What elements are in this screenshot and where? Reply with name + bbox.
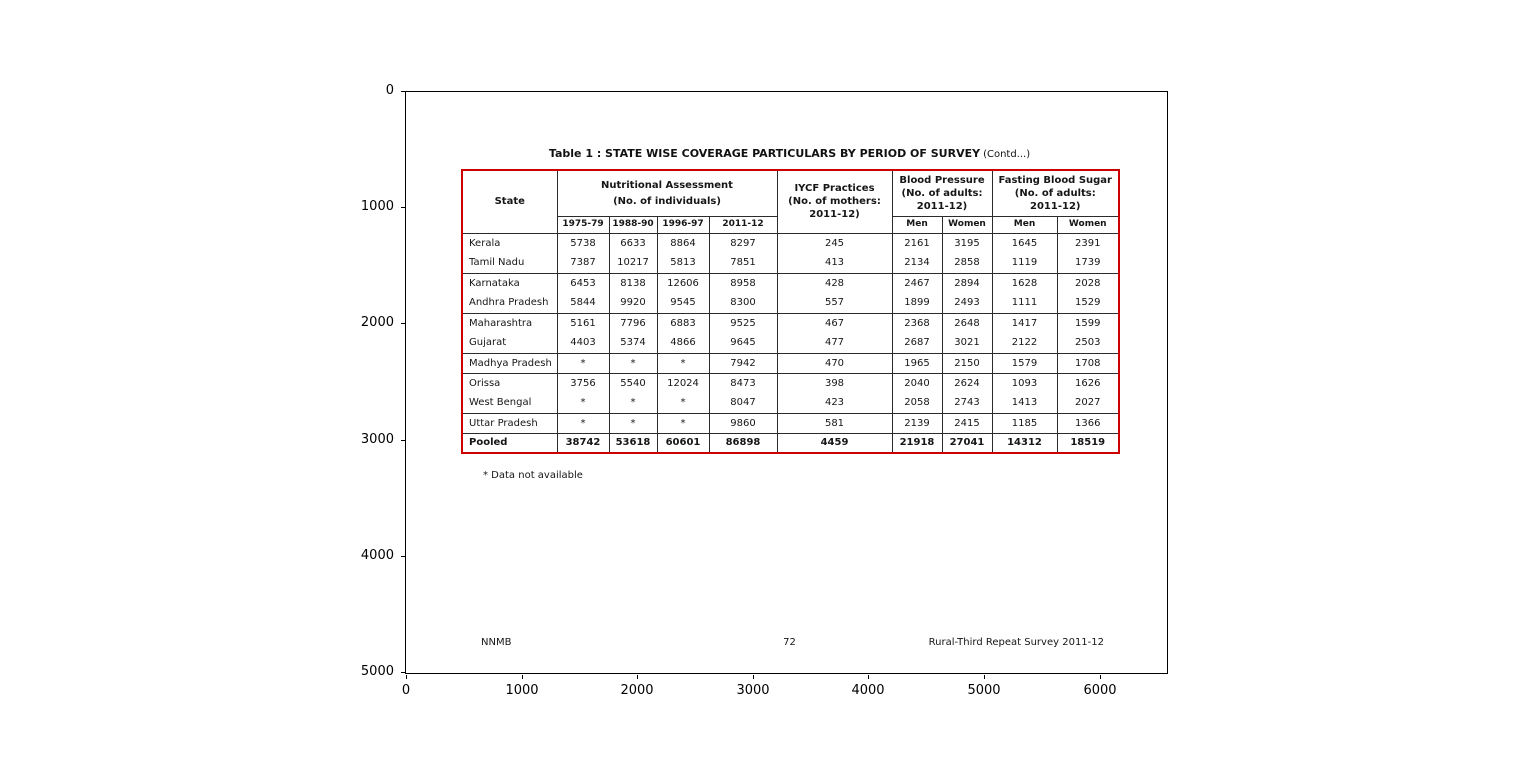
value-cell: 10217	[609, 253, 657, 273]
table-title-text: Table 1 : STATE WISE COVERAGE PARTICULARS BY PERIOD OF SURVEY	[548, 147, 981, 160]
tick-label: 1000	[360, 199, 394, 214]
value-cell: *	[657, 393, 709, 413]
state-cell: Karnataka	[462, 273, 557, 293]
tick-label: 3000	[360, 432, 394, 447]
value-cell: 3756	[557, 373, 609, 393]
state-cell: Tamil Nadu	[462, 253, 557, 273]
tick-mark	[401, 556, 405, 557]
tick-label: 0	[385, 83, 394, 98]
value-cell: 2743	[942, 393, 992, 413]
value-cell: 2503	[1057, 333, 1119, 353]
value-cell: 2028	[1057, 273, 1119, 293]
value-cell: 3195	[942, 233, 992, 253]
table-row	[462, 413, 1119, 433]
footer-page-number: 72	[783, 637, 796, 648]
table-row	[462, 293, 1119, 313]
header-line: Nutritional Assessment	[601, 179, 733, 191]
value-cell: 18519	[1057, 433, 1119, 453]
value-cell: 1645	[992, 233, 1057, 253]
value-cell: 5813	[657, 253, 709, 273]
header-group-row	[462, 170, 1119, 216]
table-row	[462, 353, 1119, 373]
plot-area	[405, 91, 1168, 674]
state-cell: Kerala	[462, 233, 557, 253]
value-cell: 1628	[992, 273, 1057, 293]
value-cell: *	[657, 413, 709, 433]
header-line: (No. of adults:	[1014, 187, 1096, 199]
tick-label: 1000	[505, 683, 539, 698]
value-cell: 2894	[942, 273, 992, 293]
value-cell: 9525	[709, 313, 777, 333]
value-cell: 7387	[557, 253, 609, 273]
value-cell: 2027	[1057, 393, 1119, 413]
header-men: Men	[992, 216, 1057, 233]
value-cell: 27041	[942, 433, 992, 453]
tick-label: 3000	[736, 683, 770, 698]
state-cell: Orissa	[462, 373, 557, 393]
value-cell: 8300	[709, 293, 777, 313]
state-cell: West Bengal	[462, 393, 557, 413]
value-cell: 86898	[709, 433, 777, 453]
value-cell: 1119	[992, 253, 1057, 273]
value-cell: 21918	[892, 433, 942, 453]
header-line: (No. of adults:	[901, 187, 983, 199]
tick-mark	[401, 323, 405, 324]
tick-mark	[753, 675, 754, 679]
document-title	[461, 147, 1118, 160]
value-cell: 245	[777, 233, 892, 253]
value-cell: 2368	[892, 313, 942, 333]
tick-mark	[406, 675, 407, 679]
table-title-contd: (Contd...)	[983, 149, 1031, 160]
value-cell: 581	[777, 413, 892, 433]
value-cell: 9545	[657, 293, 709, 313]
value-cell: 1899	[892, 293, 942, 313]
header-women: Women	[1057, 216, 1119, 233]
table-row	[462, 373, 1119, 393]
value-cell: *	[557, 393, 609, 413]
value-cell: 60601	[657, 433, 709, 453]
value-cell: 8297	[709, 233, 777, 253]
value-cell: 470	[777, 353, 892, 373]
value-cell: 2624	[942, 373, 992, 393]
value-cell: 1093	[992, 373, 1057, 393]
header-year: 1975-79	[557, 216, 609, 233]
value-cell: 6633	[609, 233, 657, 253]
footer-left: NNMB	[481, 637, 512, 648]
value-cell: 53618	[609, 433, 657, 453]
tick-label: 4000	[360, 548, 394, 563]
value-cell: *	[557, 353, 609, 373]
value-cell: 12024	[657, 373, 709, 393]
tick-mark	[868, 675, 869, 679]
header-line: (No. of mothers:	[788, 196, 881, 208]
tick-label: 4000	[851, 683, 885, 698]
value-cell: 477	[777, 333, 892, 353]
value-cell: 8958	[709, 273, 777, 293]
tick-label: 5000	[967, 683, 1001, 698]
header-year: 1988-90	[609, 216, 657, 233]
value-cell: 7851	[709, 253, 777, 273]
value-cell: *	[609, 393, 657, 413]
footer-right: Rural-Third Repeat Survey 2011-12	[928, 637, 1104, 648]
value-cell: 1185	[992, 413, 1057, 433]
value-cell: 5374	[609, 333, 657, 353]
value-cell: 5540	[609, 373, 657, 393]
tick-mark	[984, 675, 985, 679]
tick-mark	[522, 675, 523, 679]
value-cell: 5738	[557, 233, 609, 253]
value-cell: 2040	[892, 373, 942, 393]
value-cell: 1366	[1057, 413, 1119, 433]
value-cell: 4459	[777, 433, 892, 453]
value-cell: 3021	[942, 333, 992, 353]
value-cell: 4403	[557, 333, 609, 353]
value-cell: 1965	[892, 353, 942, 373]
value-cell: 423	[777, 393, 892, 413]
value-cell: 2058	[892, 393, 942, 413]
tick-label: 6000	[1083, 683, 1117, 698]
value-cell: 413	[777, 253, 892, 273]
value-cell: 428	[777, 273, 892, 293]
header-line: 2011-12)	[809, 209, 860, 221]
value-cell: 1708	[1057, 353, 1119, 373]
value-cell: 1529	[1057, 293, 1119, 313]
tick-label: 0	[401, 683, 411, 698]
value-cell: 1111	[992, 293, 1057, 313]
value-cell: 398	[777, 373, 892, 393]
value-cell: 9645	[709, 333, 777, 353]
header-iycf-practices	[777, 170, 892, 233]
header-fasting-blood-sugar	[992, 170, 1119, 216]
tick-mark	[637, 675, 638, 679]
value-cell: *	[557, 413, 609, 433]
value-cell: 7942	[709, 353, 777, 373]
header-year: 2011-12	[709, 216, 777, 233]
table-body	[462, 233, 1119, 453]
header-men: Men	[892, 216, 942, 233]
tick-label: 2000	[360, 315, 394, 330]
value-cell: 6883	[657, 313, 709, 333]
state-cell: Andhra Pradesh	[462, 293, 557, 313]
tick-mark	[401, 672, 405, 673]
value-cell: 5161	[557, 313, 609, 333]
header-line: 2011-12)	[916, 200, 968, 212]
header-state: State	[462, 170, 557, 233]
state-cell: Madhya Pradesh	[462, 353, 557, 373]
value-cell: 467	[777, 313, 892, 333]
value-cell: 2858	[942, 253, 992, 273]
value-cell: 9860	[709, 413, 777, 433]
value-cell: *	[609, 413, 657, 433]
value-cell: 2161	[892, 233, 942, 253]
value-cell: 1417	[992, 313, 1057, 333]
header-line: Fasting Blood Sugar	[998, 174, 1112, 186]
value-cell: 8047	[709, 393, 777, 413]
header-nutritional-assessment	[557, 170, 777, 216]
value-cell: 2493	[942, 293, 992, 313]
value-cell: 12606	[657, 273, 709, 293]
table-row	[462, 313, 1119, 333]
footnote: * Data not available	[483, 470, 583, 481]
value-cell: 2391	[1057, 233, 1119, 253]
header-blood-pressure	[892, 170, 992, 216]
header-line: Blood Pressure	[899, 174, 985, 186]
table-row	[462, 393, 1119, 413]
value-cell: 1599	[1057, 313, 1119, 333]
value-cell: 8473	[709, 373, 777, 393]
tick-mark	[1100, 675, 1101, 679]
tick-mark	[401, 91, 405, 92]
value-cell: 2134	[892, 253, 942, 273]
state-cell: Maharashtra	[462, 313, 557, 333]
value-cell: 2415	[942, 413, 992, 433]
tick-mark	[401, 440, 405, 441]
state-cell: Uttar Pradesh	[462, 413, 557, 433]
header-line: 2011-12)	[1030, 200, 1081, 212]
value-cell: 2139	[892, 413, 942, 433]
header-year: 1996-97	[657, 216, 709, 233]
value-cell: 1413	[992, 393, 1057, 413]
value-cell: 1626	[1057, 373, 1119, 393]
tick-label: 5000	[360, 664, 394, 679]
table-row	[462, 333, 1119, 353]
value-cell: 2687	[892, 333, 942, 353]
value-cell: 2150	[942, 353, 992, 373]
header-women: Women	[942, 216, 992, 233]
value-cell: 1579	[992, 353, 1057, 373]
table-row	[462, 273, 1119, 293]
value-cell: 9920	[609, 293, 657, 313]
value-cell: 2122	[992, 333, 1057, 353]
state-cell: Pooled	[462, 433, 557, 453]
header-line: IYCF Practices	[794, 183, 875, 195]
value-cell: 557	[777, 293, 892, 313]
value-cell: 2648	[942, 313, 992, 333]
table-row	[462, 233, 1119, 253]
value-cell: 2467	[892, 273, 942, 293]
tick-mark	[401, 207, 405, 208]
value-cell: 8138	[609, 273, 657, 293]
table-row	[462, 253, 1119, 273]
header-line: (No. of individuals)	[613, 195, 721, 207]
tick-label: 2000	[620, 683, 654, 698]
value-cell: 7796	[609, 313, 657, 333]
state-cell: Gujarat	[462, 333, 557, 353]
value-cell: 38742	[557, 433, 609, 453]
table-row	[462, 433, 1119, 453]
value-cell: 5844	[557, 293, 609, 313]
value-cell: *	[657, 353, 709, 373]
value-cell: 1739	[1057, 253, 1119, 273]
value-cell: 4866	[657, 333, 709, 353]
value-cell: 8864	[657, 233, 709, 253]
value-cell: 6453	[557, 273, 609, 293]
value-cell: *	[609, 353, 657, 373]
value-cell: 14312	[992, 433, 1057, 453]
coverage-table	[461, 169, 1120, 454]
